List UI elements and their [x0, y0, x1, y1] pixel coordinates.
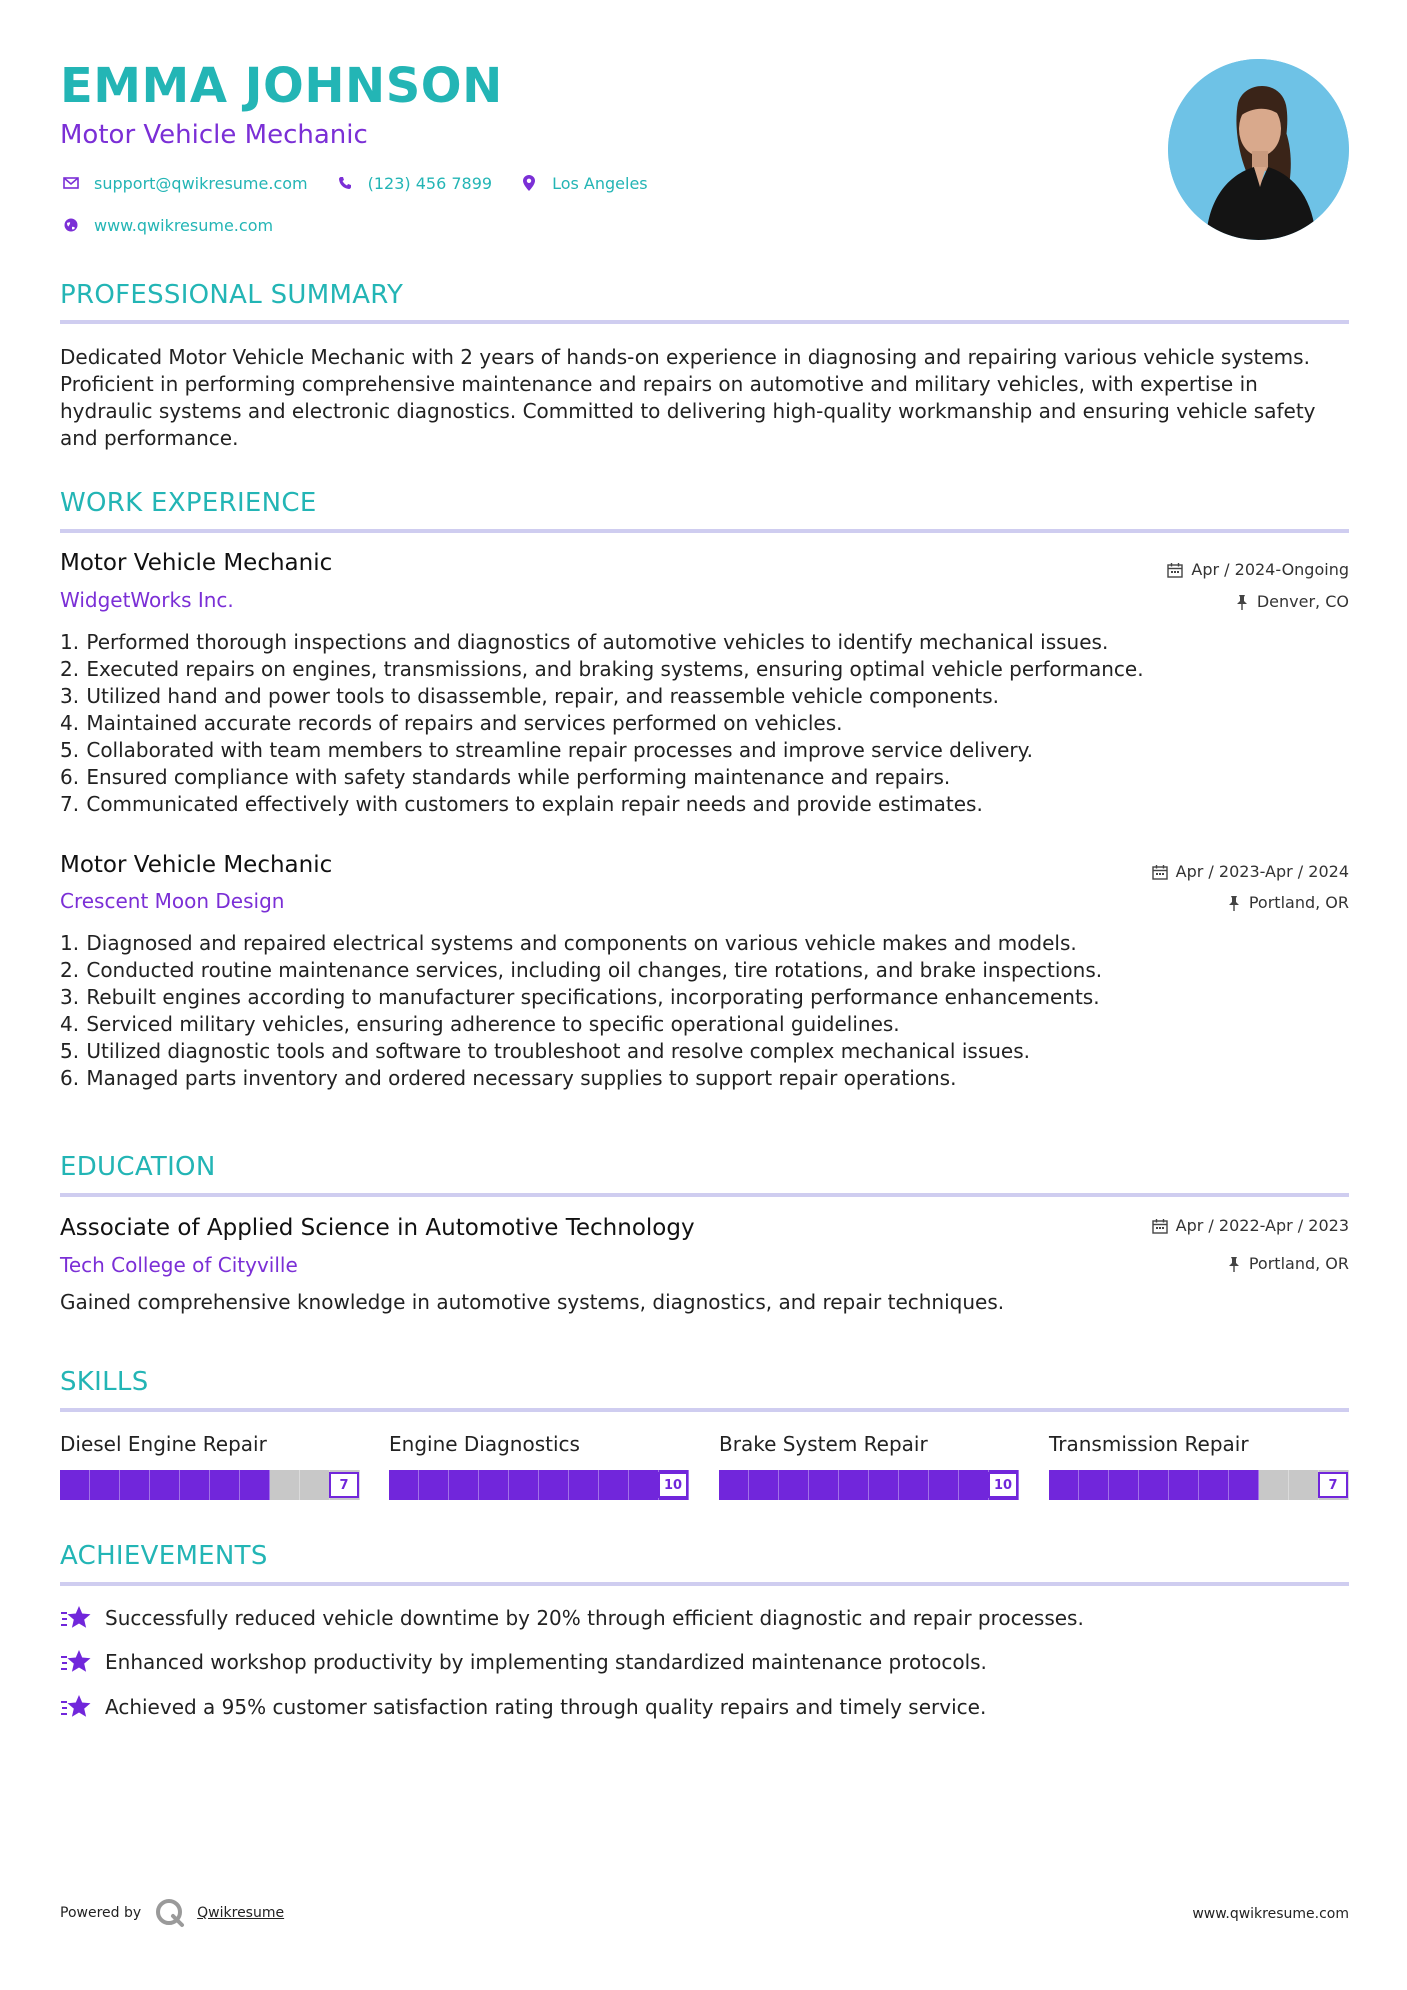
- skill-bar-segment: [270, 1470, 300, 1500]
- job-location-text: Portland, OR: [1248, 893, 1349, 912]
- skill-bar-segment: [899, 1470, 929, 1500]
- skill-item: [719, 1432, 1019, 1500]
- phone-text: (123) 456 7899: [367, 173, 493, 193]
- skill-score: 7: [329, 1472, 359, 1498]
- skill-bar: [1049, 1470, 1349, 1500]
- experience-divider: [60, 529, 1349, 533]
- achievement-item: [60, 1648, 987, 1676]
- skill-bar-segment: [240, 1470, 270, 1500]
- mail-icon: [60, 172, 82, 194]
- achievement-item: [60, 1604, 1084, 1632]
- star-icon: [60, 1693, 92, 1721]
- achievements-divider: [60, 1582, 1349, 1586]
- list-item: 5. Utilized diagnostic tools and software to troubleshoot and resolve complex mechanical issues.: [60, 1039, 1030, 1063]
- pushpin-icon: [1235, 594, 1249, 610]
- list-item: 7. Communicated effectively with customers to explain repair needs and provide estimates.: [60, 792, 983, 816]
- achievement-item: [60, 1693, 986, 1721]
- skill-bar-segment: [779, 1470, 809, 1500]
- job-dates: [1167, 560, 1349, 579]
- profile-photo: [1168, 59, 1349, 240]
- job-location: [1235, 592, 1349, 611]
- skill-bar-segment: [479, 1470, 509, 1500]
- globe-icon: [60, 214, 82, 236]
- skill-bar-segment: [150, 1470, 180, 1500]
- skill-score: 10: [658, 1472, 688, 1498]
- list-item: 6. Managed parts inventory and ordered necessary supplies to support repair operations.: [60, 1066, 957, 1090]
- skill-bar-segment: [90, 1470, 120, 1500]
- pushpin-icon: [1227, 895, 1241, 911]
- education-location: [1227, 1254, 1349, 1273]
- contact-email[interactable]: [60, 172, 308, 194]
- job-location: [1227, 893, 1349, 912]
- skill-item: [60, 1432, 360, 1500]
- list-item: 4. Maintained accurate records of repairs and services performed on vehicles.: [60, 711, 843, 735]
- skill-bar-segment: [569, 1470, 599, 1500]
- powered-by-text: Powered by: [60, 1905, 142, 1921]
- skill-bar-segment: [210, 1470, 240, 1500]
- calendar-icon: [1152, 1218, 1168, 1234]
- list-item: 5. Collaborated with team members to streamline repair processes and improve service delivery.: [60, 738, 1033, 762]
- skill-bar-segment: [1229, 1470, 1259, 1500]
- skill-item: [1049, 1432, 1349, 1500]
- skill-name: Diesel Engine Repair: [60, 1432, 267, 1456]
- list-item: 1. Diagnosed and repaired electrical systems and components on various vehicle makes and models.: [60, 931, 1077, 955]
- job-bullets: [60, 930, 1349, 1092]
- education-dates-text: Apr / 2022-Apr / 2023: [1175, 1216, 1349, 1235]
- skill-bar-segment: [839, 1470, 869, 1500]
- skill-bar-segment: [180, 1470, 210, 1500]
- education-location-text: Portland, OR: [1248, 1254, 1349, 1273]
- skill-bar-segment: [929, 1470, 959, 1500]
- list-item: 4. Serviced military vehicles, ensuring adherence to specific operational guidelines.: [60, 1012, 900, 1036]
- skill-bar-segment: [1139, 1470, 1169, 1500]
- list-item: 3. Utilized hand and power tools to disassemble, repair, and reassemble vehicle components.: [60, 684, 1000, 708]
- star-icon: [60, 1648, 92, 1676]
- location-text: Los Angeles: [552, 173, 648, 193]
- calendar-icon: [1167, 562, 1183, 578]
- skill-bar-segment: [389, 1470, 419, 1500]
- candidate-title: Motor Vehicle Mechanic: [60, 120, 368, 150]
- job-dates: [1152, 862, 1349, 881]
- skill-bar-segment: [1049, 1470, 1079, 1500]
- achievement-text: Successfully reduced vehicle downtime by 20% through efficient diagnostic and repair processes.: [105, 1606, 1084, 1630]
- list-item: 3. Rebuilt engines according to manufacturer specifications, incorporating performance enhancements.: [60, 985, 1100, 1009]
- skill-bar-segment: [509, 1470, 539, 1500]
- skill-bar-segment: [300, 1470, 330, 1500]
- education-dates: [1152, 1216, 1349, 1235]
- experience-heading: WORK EXPERIENCE: [60, 488, 317, 518]
- pushpin-icon: [1227, 1256, 1241, 1272]
- list-item: 2. Conducted routine maintenance services, including oil changes, tire rotations, and brake inspections.: [60, 958, 1103, 982]
- skill-bar-segment: [719, 1470, 749, 1500]
- footer-powered-by: [60, 1898, 284, 1928]
- skill-bar-segment: [869, 1470, 899, 1500]
- skill-bar-segment: [1079, 1470, 1109, 1500]
- job-title: Motor Vehicle Mechanic: [60, 550, 333, 576]
- skill-bar-segment: [1199, 1470, 1229, 1500]
- skill-bar-segment: [449, 1470, 479, 1500]
- job-location-text: Denver, CO: [1256, 592, 1349, 611]
- qwikresume-logo-icon: [155, 1898, 185, 1928]
- list-item: 2. Executed repairs on engines, transmissions, and braking systems, ensuring optimal vehicle performance.: [60, 657, 1144, 681]
- skill-bar-segment: [539, 1470, 569, 1500]
- skills-heading: SKILLS: [60, 1367, 149, 1397]
- map-pin-icon: [518, 172, 540, 194]
- achievement-text: Achieved a 95% customer satisfaction rating through quality repairs and timely service.: [105, 1695, 987, 1719]
- skill-bar: [60, 1470, 360, 1500]
- summary-text: Dedicated Motor Vehicle Mechanic with 2 years of hands-on experience in diagnosing and repairing various vehicle systems. Proficient in performing comprehensive maintenance and repairs on automotive and military vehicles, with expertise in hydraulic systems and electronic diagnostics. Committed to delivering high-quality workmanship and ensuring vehicle safety and performance.: [60, 345, 1316, 450]
- footer-website[interactable]: www.qwikresume.com: [1192, 1906, 1349, 1922]
- job-bullets: [60, 629, 1349, 818]
- contact-row-1: [60, 172, 674, 194]
- summary-heading: PROFESSIONAL SUMMARY: [60, 280, 404, 310]
- calendar-icon: [1152, 864, 1168, 880]
- contact-location: [518, 172, 648, 194]
- skill-bar-segment: [1169, 1470, 1199, 1500]
- skill-bar-segment: [599, 1470, 629, 1500]
- job-dates-text: Apr / 2024-Ongoing: [1191, 560, 1349, 579]
- skill-bar-segment: [60, 1470, 90, 1500]
- star-icon: [60, 1604, 92, 1632]
- skill-name: Engine Diagnostics: [389, 1432, 580, 1456]
- school-name: Tech College of Cityville: [60, 1253, 298, 1277]
- skill-score: 7: [1318, 1472, 1348, 1498]
- list-item: 6. Ensured compliance with safety standards while performing maintenance and repairs.: [60, 765, 951, 789]
- skill-bar-segment: [1289, 1470, 1319, 1500]
- job-title: Motor Vehicle Mechanic: [60, 852, 333, 878]
- skill-bar: [719, 1470, 1019, 1500]
- achievements-heading: ACHIEVEMENTS: [60, 1541, 268, 1571]
- education-description: Gained comprehensive knowledge in automotive systems, diagnostics, and repair techniques.: [60, 1290, 1005, 1314]
- skill-bar-segment: [809, 1470, 839, 1500]
- skill-bar-segment: [629, 1470, 659, 1500]
- skill-bar: [389, 1470, 689, 1500]
- skill-name: Brake System Repair: [719, 1432, 928, 1456]
- candidate-name: EMMA JOHNSON: [60, 58, 503, 114]
- job-company: Crescent Moon Design: [60, 889, 285, 913]
- contact-phone[interactable]: [334, 172, 492, 194]
- list-item: 1. Performed thorough inspections and diagnostics of automotive vehicles to identify mechanical issues.: [60, 630, 1109, 654]
- skill-bar-segment: [959, 1470, 989, 1500]
- achievement-text: Enhanced workshop productivity by implementing standardized maintenance protocols.: [105, 1650, 987, 1674]
- degree-title: Associate of Applied Science in Automotive Technology: [60, 1215, 695, 1241]
- job-company: WidgetWorks Inc.: [60, 588, 234, 612]
- job-dates-text: Apr / 2023-Apr / 2024: [1175, 862, 1349, 881]
- contact-website[interactable]: [60, 214, 273, 236]
- phone-icon: [334, 172, 356, 194]
- education-divider: [60, 1193, 1349, 1197]
- email-text: support@qwikresume.com: [94, 173, 308, 193]
- skill-bar-segment: [120, 1470, 150, 1500]
- summary-divider: [60, 320, 1349, 324]
- education-heading: EDUCATION: [60, 1152, 216, 1182]
- contact-row-2: [60, 214, 299, 236]
- skill-bar-segment: [419, 1470, 449, 1500]
- skill-bar-segment: [749, 1470, 779, 1500]
- qwikresume-link[interactable]: Qwikresume: [197, 1905, 285, 1921]
- skill-bar-segment: [1109, 1470, 1139, 1500]
- website-text: www.qwikresume.com: [94, 215, 274, 235]
- skill-score: 10: [988, 1472, 1018, 1498]
- skill-bar-segment: [1259, 1470, 1289, 1500]
- skill-item: [389, 1432, 689, 1500]
- skill-name: Transmission Repair: [1049, 1432, 1249, 1456]
- skills-divider: [60, 1408, 1349, 1412]
